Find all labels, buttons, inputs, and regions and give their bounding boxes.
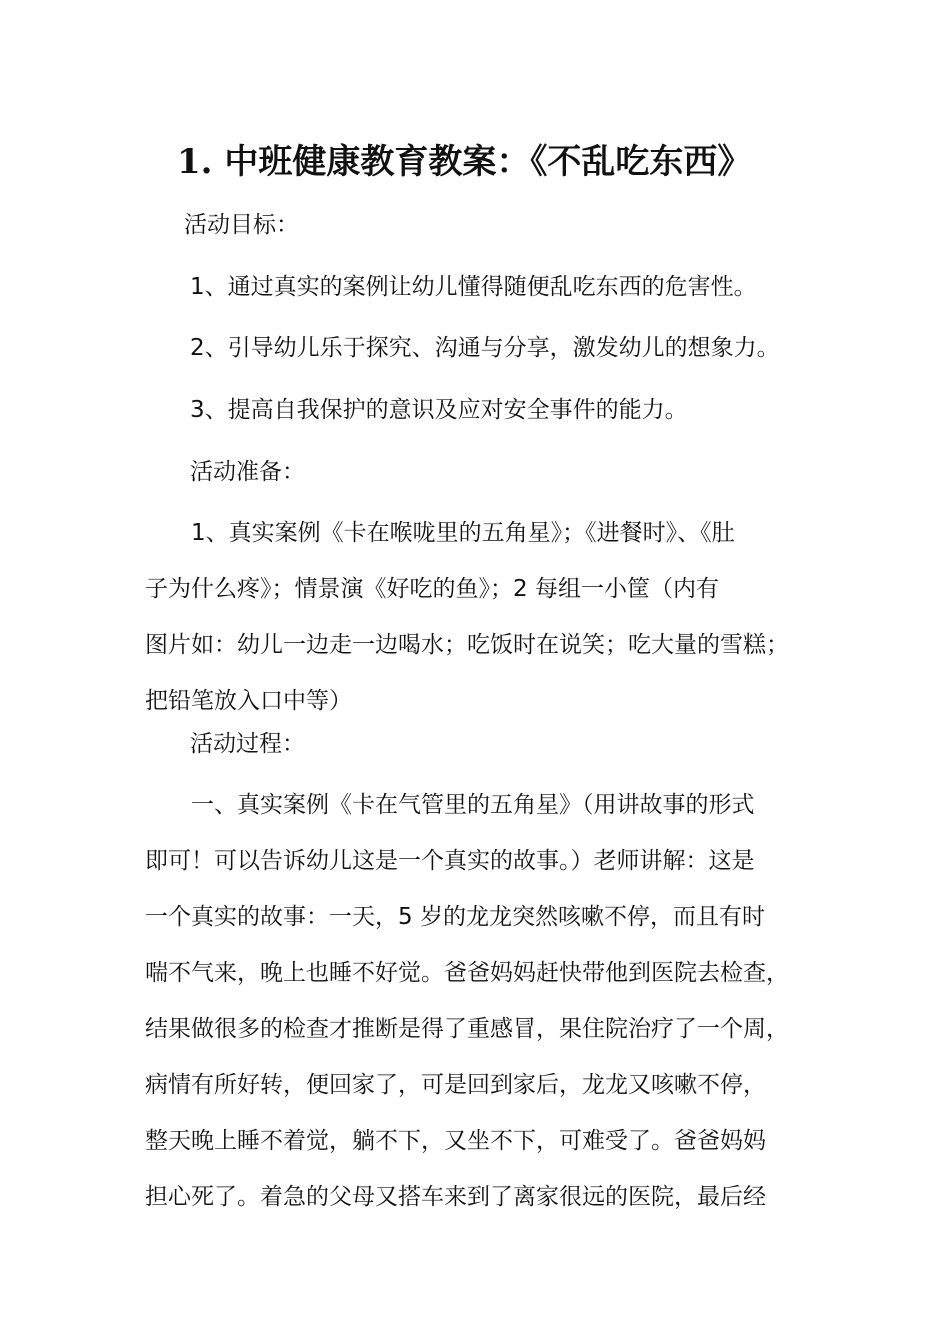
goals-heading: 活动目标： <box>184 212 299 238</box>
process-line-2: 即可！可以告诉幼儿这是一个真实的故事。）老师讲解：这是 <box>145 848 755 874</box>
prep-line-2: 子为什么疼》；情景演《好吃的鱼》；2 每组一小筐（内有 <box>145 576 719 602</box>
prep-heading: 活动准备： <box>190 459 305 485</box>
process-line-1: 一、真实案例《卡在气管里的五角星》（用讲故事的形式 <box>191 792 755 818</box>
goal-item-2: 2、引导幼儿乐于探究、沟通与分享，激发幼儿的想象力。 <box>190 335 780 361</box>
goal-item-1: 1、通过真实的案例让幼儿懂得随便乱吃东西的危害性。 <box>190 274 757 300</box>
prep-paragraph <box>145 518 815 742</box>
prep-line-1: 1、真实案例《卡在喉咙里的五角星》；《进餐时》、《肚 <box>191 520 735 546</box>
process-line-8: 担心死了。着急的父母又搭车来到了离家很远的医院，最后经 <box>145 1184 766 1210</box>
goal-item-3: 3、提高自我保护的意识及应对安全事件的能力。 <box>190 397 688 423</box>
prep-line-4: 把铅笔放入口中等） <box>145 688 352 714</box>
process-line-3: 一个真实的故事：一天，5 岁的龙龙突然咳嗽不停，而且有时 <box>145 904 765 930</box>
prep-line-3: 图片如：幼儿一边走一边喝水；吃饭时在说笑；吃大量的雪糕； <box>145 632 789 658</box>
document-title: 1. 中班健康教育教案：《不乱吃东西》 <box>177 142 752 182</box>
process-line-5: 结果做很多的检查才推断是得了重感冒，果住院治疗了一个周， <box>145 1016 789 1042</box>
process-heading: 活动过程： <box>190 731 305 757</box>
process-line-6: 病情有所好转，便回家了，可是回到家后，龙龙又咳嗽不停， <box>145 1072 766 1098</box>
process-paragraph <box>145 790 815 1238</box>
process-line-4: 喘不气来，晚上也睡不好觉。爸爸妈妈赶快带他到医院去检查， <box>145 960 789 986</box>
process-line-7: 整天晚上睡不着觉，躺不下，又坐不下，可难受了。爸爸妈妈 <box>145 1128 766 1154</box>
